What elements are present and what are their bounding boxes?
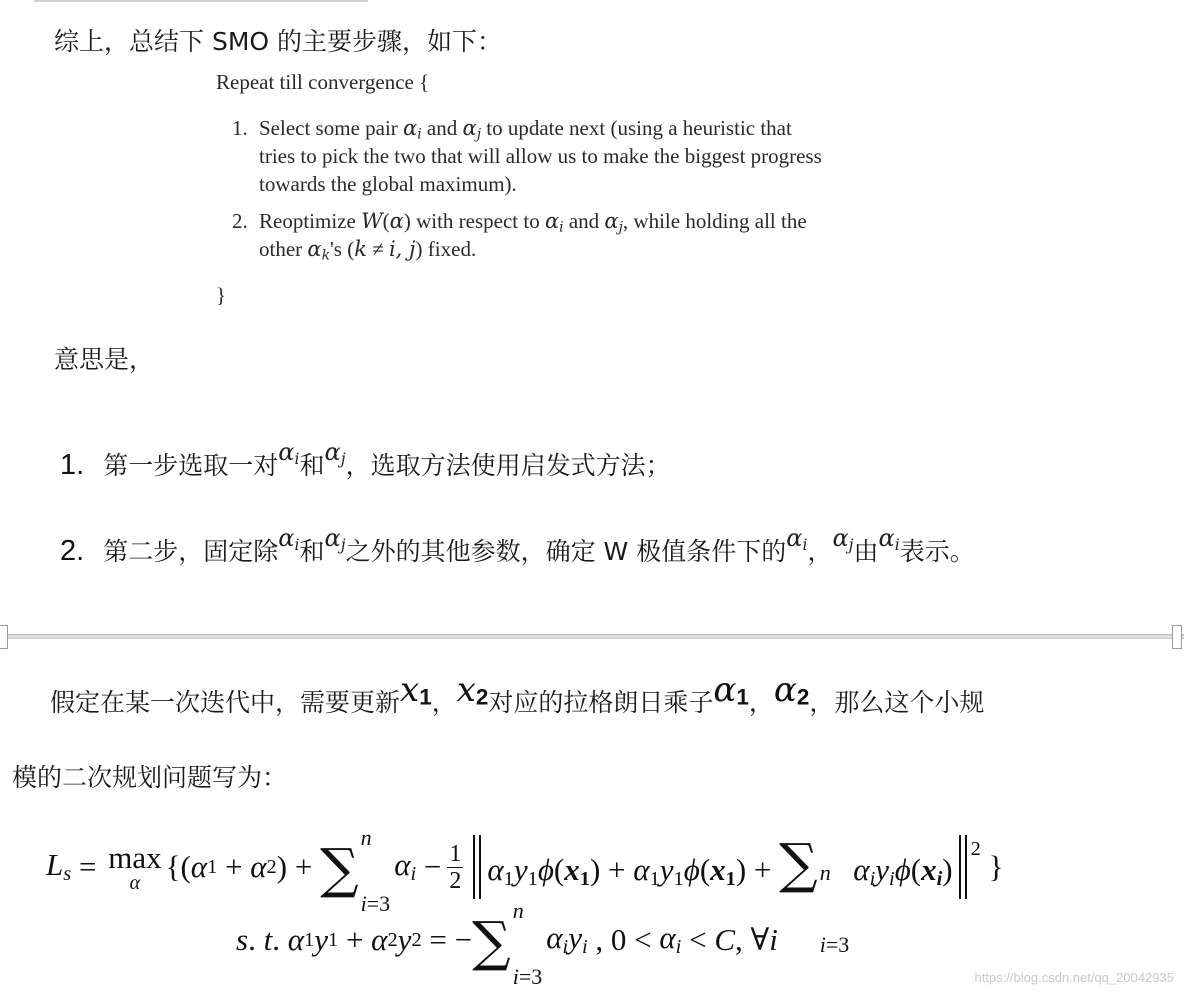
- alpha-symbol: $\alpha_j$: [324, 438, 346, 468]
- constraint-formula: s . t . α 1 y 1 + α 2 y 2 = − ∑ n i=3 $\alpha_iy_i$ , 0 < $\alpha_i$ < C , ∀ i: [236, 898, 778, 989]
- section-divider: [0, 634, 1184, 639]
- algo-step2-line1: Reoptimize W(α) with respect to $\alpha_i$ and $\alpha_j$, while holding all the: [259, 209, 807, 236]
- alpha1-symbol: $\alpha_1$: [713, 670, 749, 710]
- list-number: 2.: [60, 535, 85, 567]
- meaning-text: 意思是，: [54, 345, 155, 374]
- watermark: https://blog.csdn.net/qq_20042935: [974, 970, 1174, 985]
- alpha-symbol: $\alpha_i$: [878, 524, 900, 554]
- alpha-symbol: $\alpha_i$: [278, 438, 300, 468]
- algo-step1-line1: Select some pair $\alpha_i$ and $\alpha_j$ to update next (using a heuristic that: [259, 116, 792, 143]
- algo-step2-number: 2.: [232, 209, 248, 233]
- alpha-symbol: $\alpha_j$: [832, 524, 854, 554]
- algo-step1-number: 1.: [232, 116, 248, 140]
- x2-symbol: $x_2$: [456, 670, 489, 710]
- divider-handle-right[interactable]: [1172, 625, 1182, 649]
- divider-handle-left[interactable]: [0, 625, 8, 649]
- objective-formula: $L_s$ = max α {( α 1 + α 2 ) + ∑ n i=3 $\alpha_i$ − $\frac{1}{2}$ $\alpha_1y_1\phi(x_1) + \alpha_1y_1\phi(x_1)$ + ∑ n i=3 $\alpha_iy_i\phi(x_i)$ $^2$ }: [46, 825, 1004, 957]
- algo-close-brace: }: [216, 283, 227, 307]
- intro-text: 综上，总结下 SMO 的主要步骤，如下：: [54, 27, 503, 56]
- alpha2-symbol: $\alpha_2$: [773, 670, 810, 710]
- list-number: 1.: [60, 449, 85, 481]
- algo-step1-line2: tries to pick the two that will allow us to make the biggest progress: [259, 144, 822, 168]
- alpha-symbol: $\alpha_i$: [786, 524, 808, 554]
- iteration-paragraph-line1: 假定在某一次迭代中，需要更新$x_1$，$x_2$对应的拉格朗日乘子$\alpha_1$，$\alpha_2$，那么这个小规: [50, 670, 985, 717]
- algo-repeat-line: Repeat till convergence {: [216, 70, 430, 94]
- algo-step1-line3: towards the global maximum).: [259, 172, 517, 196]
- alpha-symbol: $\alpha_i$: [278, 524, 300, 554]
- list-item: 2. 第二步，固定除$\alpha_i$和$\alpha_j$之外的其他参数，确定 W 极值条件下的$\alpha_i$，$\alpha_j$由$\alpha_i$表示。: [60, 524, 975, 567]
- top-divider: [34, 0, 368, 2]
- x1-symbol: $x_1$: [400, 670, 432, 710]
- algo-step2-line2: other $\alpha_k's$ (k ≠ i, j) fixed.: [259, 237, 477, 264]
- alpha-symbol: $\alpha_j$: [324, 524, 346, 554]
- iteration-paragraph-line2: 模的二次规划问题写为：: [12, 763, 288, 792]
- list-item: 1. 第一步选取一对$\alpha_i$和$\alpha_j$，选取方法使用启发式方法；: [60, 438, 671, 481]
